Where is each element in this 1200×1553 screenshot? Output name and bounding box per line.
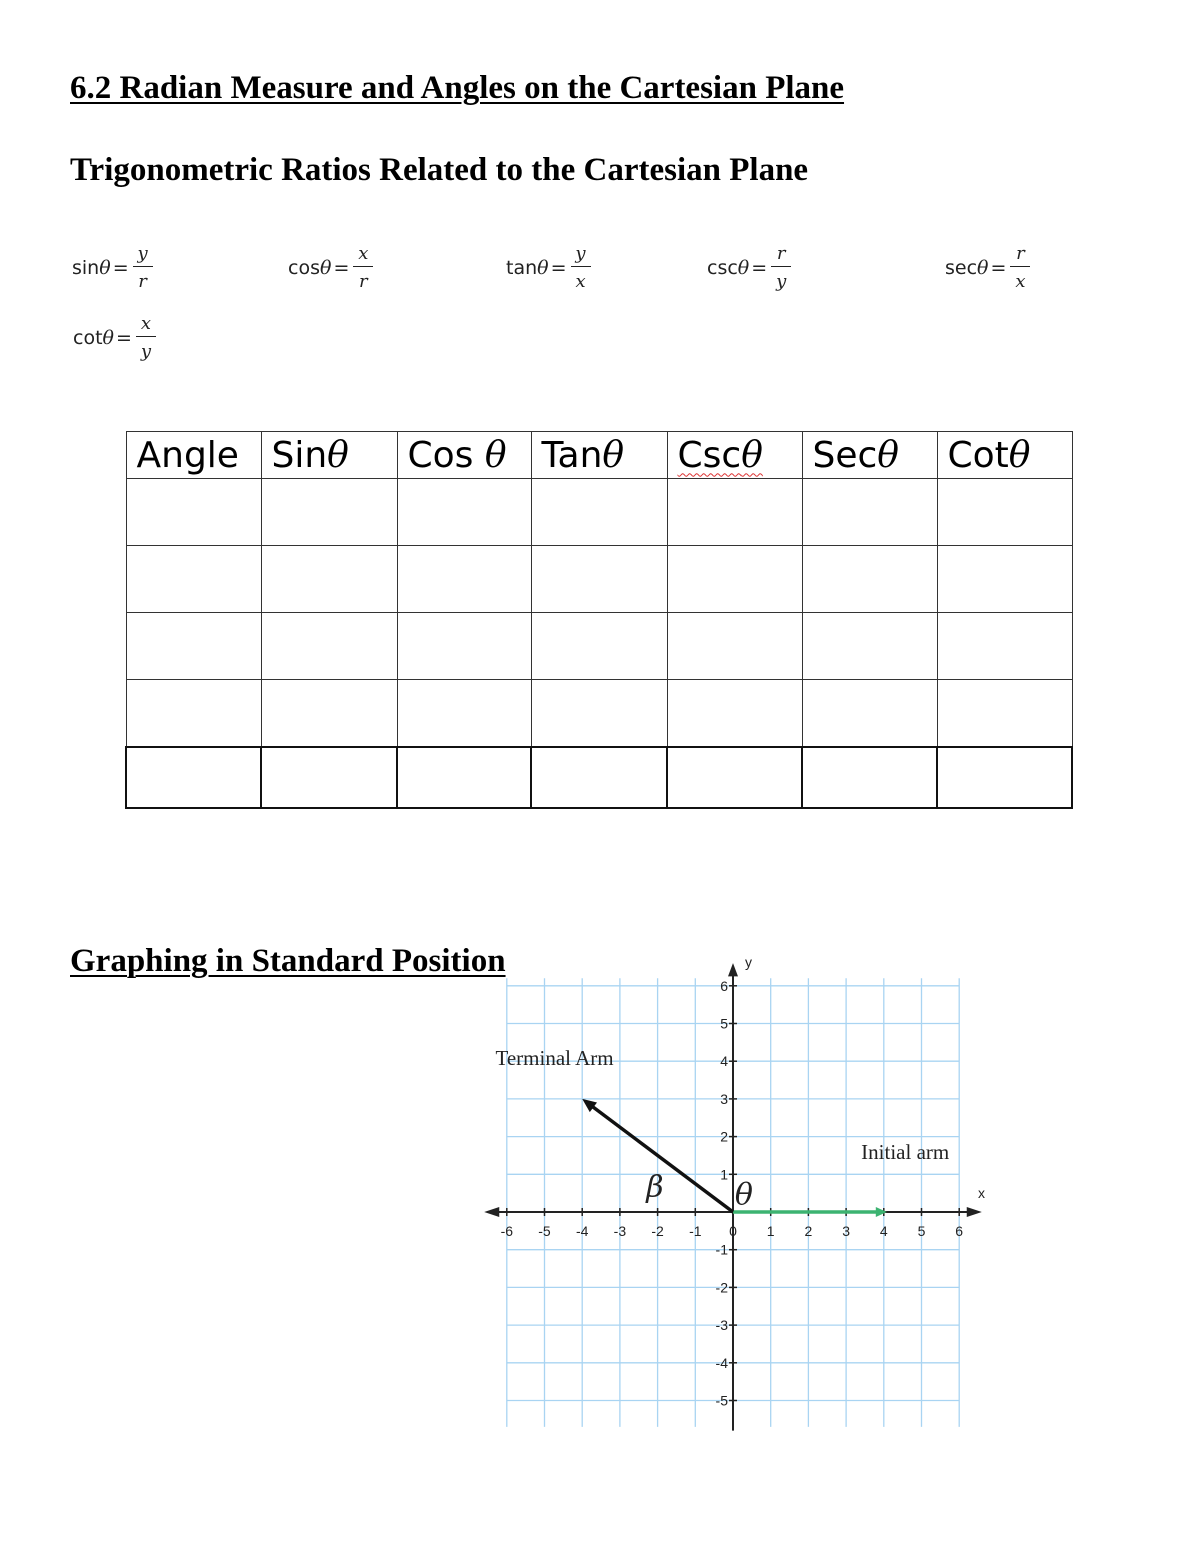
theta-symbol: θ: [99, 257, 111, 279]
table-cell[interactable]: [397, 546, 531, 613]
table-cell[interactable]: [261, 546, 397, 613]
fraction-numerator: x: [136, 315, 156, 337]
tick-labels: [501, 978, 964, 1409]
y-tick-label: -1: [715, 1241, 728, 1258]
table-cell[interactable]: [126, 613, 261, 680]
header-label: Angle: [136, 434, 239, 476]
x-tick-label: -4: [575, 1223, 589, 1239]
table-row: [126, 546, 1072, 613]
table-header-cos: [397, 432, 531, 479]
equals-sign: =: [333, 257, 350, 279]
axes: [484, 963, 982, 1430]
x-tick-label: 2: [804, 1223, 813, 1239]
header-label: Cos: [407, 434, 485, 476]
x-axis-label: x: [978, 1185, 986, 1201]
theta-symbol: θ: [877, 434, 899, 476]
x-tick-label: -6: [500, 1223, 514, 1239]
formula-sin: [72, 245, 153, 291]
table-cell[interactable]: [802, 613, 937, 680]
fraction-denominator: y: [140, 341, 151, 362]
table-cell[interactable]: [126, 546, 261, 613]
y-axis-label: y: [745, 955, 752, 970]
table-header-tan: [531, 432, 667, 479]
x-axis-arrow-left: [484, 1207, 499, 1217]
header-label: Tan: [541, 434, 603, 476]
table-row: [126, 613, 1072, 680]
x-tick-label: 1: [766, 1223, 775, 1239]
fraction: [133, 245, 153, 291]
fraction-numerator: r: [771, 245, 791, 267]
y-tick-label: -4: [715, 1354, 728, 1371]
table-cell[interactable]: [802, 546, 937, 613]
table-header-angle: [126, 432, 261, 479]
table-header-csc: [667, 432, 802, 479]
header-label: Cot: [947, 434, 1009, 476]
header-label: Sec: [812, 434, 878, 476]
fraction: [136, 315, 156, 361]
table-cell[interactable]: [802, 479, 937, 546]
table-cell[interactable]: [397, 479, 531, 546]
table-cell[interactable]: [937, 479, 1072, 546]
table-cell[interactable]: [937, 546, 1072, 613]
header-label: Csc: [677, 434, 742, 476]
formula-function-name: cot: [73, 327, 103, 349]
y-tick-label: -5: [715, 1392, 728, 1409]
section-heading-graphing: Graphing in Standard Position: [70, 943, 506, 979]
y-axis-arrow: [728, 963, 738, 976]
fraction-numerator: y: [133, 245, 153, 267]
page-title: 6.2 Radian Measure and Angles on the Cartesian Plane: [70, 70, 845, 106]
theta-symbol: θ: [102, 327, 114, 349]
table-cell[interactable]: [531, 680, 667, 748]
table-cell[interactable]: [397, 747, 531, 808]
fraction: [1010, 245, 1030, 291]
theta-symbol: θ: [977, 257, 989, 279]
table-cell[interactable]: [126, 747, 261, 808]
table-cell[interactable]: [531, 747, 667, 808]
table-cell[interactable]: [397, 680, 531, 748]
equals-sign: =: [115, 327, 132, 349]
equals-sign: =: [751, 257, 768, 279]
fraction: [571, 245, 591, 291]
equals-sign: =: [112, 257, 129, 279]
initial-arm-arrowhead: [876, 1207, 887, 1217]
theta-symbol: θ: [602, 434, 625, 476]
table-cell[interactable]: [937, 613, 1072, 680]
fraction-denominator: r: [359, 271, 368, 292]
fraction-numerator: y: [571, 245, 591, 267]
x-tick-label: 6: [955, 1223, 964, 1239]
x-tick-label: -2: [651, 1223, 664, 1239]
y-tick-label: 5: [720, 1015, 728, 1032]
x-tick-label: 0: [729, 1223, 737, 1239]
table-cell[interactable]: [667, 680, 802, 748]
table-header-row: [126, 432, 1072, 479]
table-row: [126, 479, 1072, 546]
y-tick-label: 4: [720, 1053, 728, 1070]
table-cell[interactable]: [802, 747, 937, 808]
section-heading-ratios: Trigonometric Ratios Related to the Cartesian Plane: [70, 152, 809, 188]
formula-csc: [707, 245, 791, 291]
theta-symbol: θ: [1008, 434, 1031, 476]
fraction-numerator: r: [1010, 245, 1030, 267]
table-header-sec: [802, 432, 937, 479]
y-tick-label: 2: [720, 1128, 728, 1145]
theta-symbol: θ: [537, 257, 549, 279]
table-cell[interactable]: [802, 680, 937, 748]
table-cell[interactable]: [667, 479, 802, 546]
equals-sign: =: [550, 257, 567, 279]
formula-function-name: csc: [707, 257, 738, 279]
x-axis-arrow-right: [967, 1207, 982, 1217]
fraction: [771, 245, 791, 291]
table-cell[interactable]: [126, 680, 261, 748]
table-cell[interactable]: [397, 613, 531, 680]
beta-angle-label: β: [646, 1169, 664, 1205]
theta-symbol: θ: [319, 257, 332, 279]
formula-function-name: sec: [945, 257, 978, 279]
x-tick-label: -1: [689, 1223, 702, 1239]
table-cell[interactable]: [531, 479, 667, 546]
fraction: [353, 245, 373, 291]
formula-cot: [73, 315, 156, 361]
y-tick-label: 1: [720, 1166, 728, 1183]
table-cell[interactable]: [937, 680, 1072, 748]
header-label-spellcheck: [678, 435, 763, 476]
y-tick-label: -3: [715, 1317, 728, 1334]
y-tick-label: -2: [715, 1279, 728, 1296]
initial-arm-label: Initial arm: [861, 1140, 950, 1165]
table-cell[interactable]: [667, 613, 802, 680]
formula-sec: [945, 245, 1030, 291]
table-cell[interactable]: [667, 546, 802, 613]
x-tick-label: -5: [538, 1223, 551, 1239]
formula-function-name: sin: [72, 257, 100, 279]
table-cell[interactable]: [261, 613, 397, 680]
theta-symbol: θ: [737, 257, 750, 279]
table-header-sin: [261, 432, 397, 479]
theta-angle-label: θ: [734, 1177, 753, 1213]
trig-values-table: [125, 431, 1073, 809]
fraction-denominator: r: [138, 271, 147, 292]
x-tick-label: -3: [613, 1223, 627, 1239]
theta-symbol: θ: [484, 434, 507, 476]
theta-symbol: θ: [327, 434, 349, 476]
formula-cos: [288, 245, 373, 291]
table-cell[interactable]: [261, 680, 397, 748]
fraction-denominator: x: [575, 271, 586, 292]
table-row: [126, 747, 1072, 808]
terminal-arm-label: Terminal Arm: [495, 1045, 614, 1070]
y-tick-label: 6: [720, 977, 728, 994]
theta-symbol: θ: [741, 434, 763, 476]
fraction-numerator: x: [353, 245, 373, 267]
equals-sign: =: [990, 257, 1007, 279]
table-cell[interactable]: [531, 546, 667, 613]
y-tick-label: 3: [720, 1090, 728, 1107]
table-header-cot: [937, 432, 1072, 479]
table-row: [126, 680, 1072, 748]
x-tick-label: 5: [917, 1223, 926, 1239]
formula-tan: [506, 245, 591, 291]
table-cell[interactable]: [261, 747, 397, 808]
table-cell[interactable]: [667, 747, 802, 808]
x-tick-label: 3: [842, 1223, 850, 1239]
x-tick-label: 4: [879, 1223, 888, 1239]
table-cell[interactable]: [531, 613, 667, 680]
formula-function-name: tan: [506, 257, 538, 279]
table-cell[interactable]: [937, 747, 1072, 808]
fraction-denominator: x: [1015, 271, 1026, 292]
header-label: Sin: [271, 434, 328, 476]
formula-function-name: cos: [288, 257, 320, 279]
table-cell[interactable]: [261, 479, 397, 546]
fraction-denominator: y: [776, 271, 787, 292]
cartesian-plane: [480, 955, 1000, 1435]
table-cell[interactable]: [126, 479, 261, 546]
